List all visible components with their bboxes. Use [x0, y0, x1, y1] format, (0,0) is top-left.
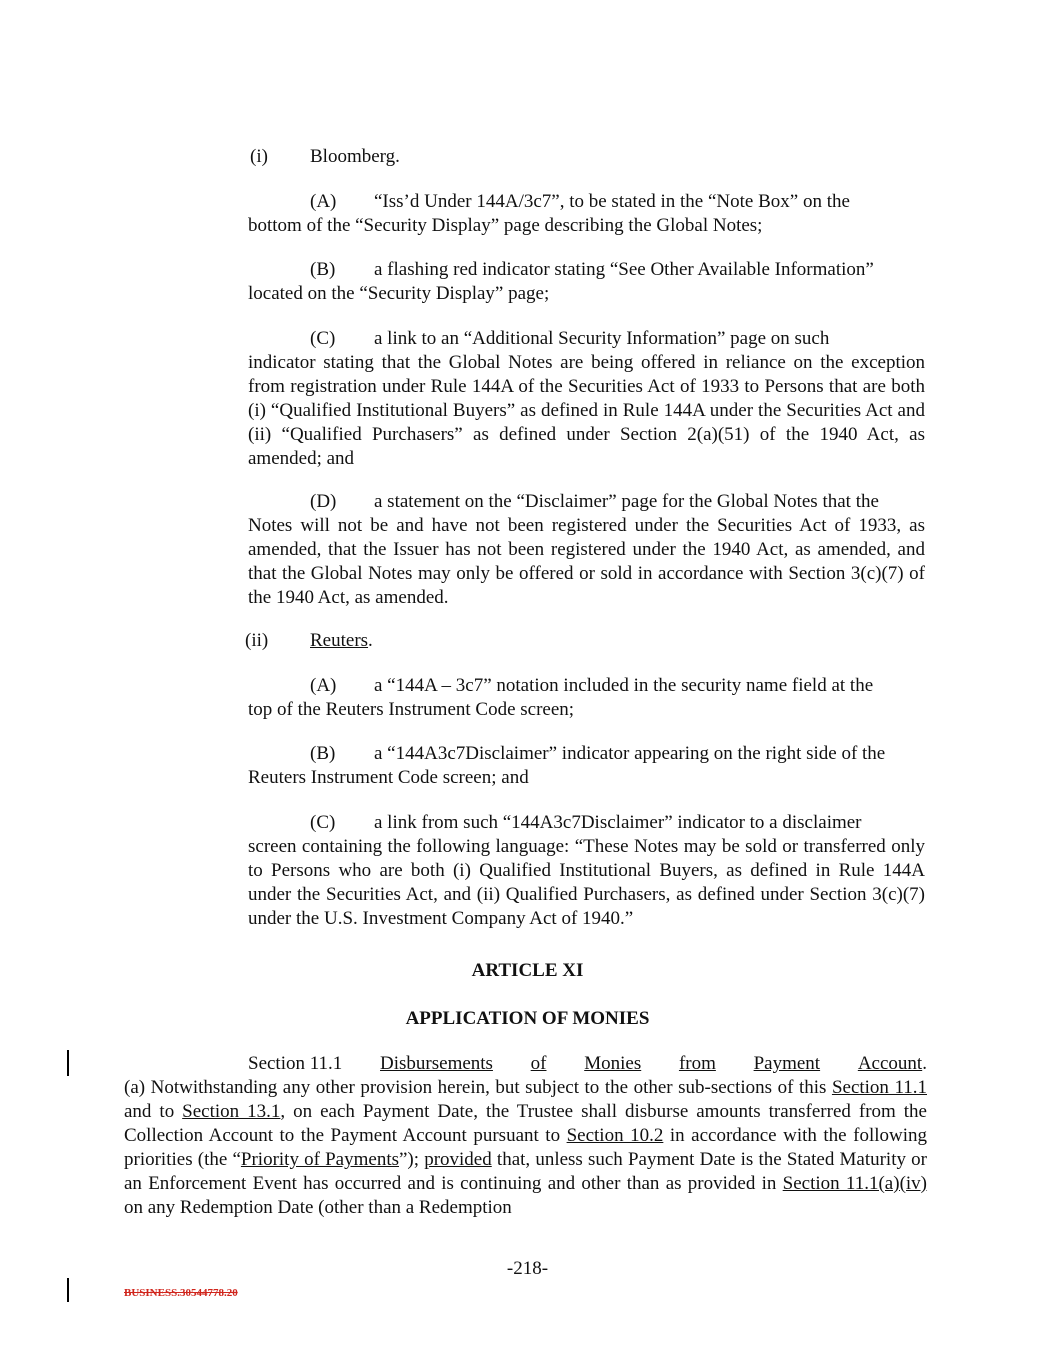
- section-ii-title: Reuters: [310, 630, 369, 651]
- item-text: “Iss’d Under 144A/3c7”, to be stated in the “Note Box” on the: [374, 191, 850, 212]
- item-text-cont: Notes will not be and have not been registered under the Securities Act of 1933, as amended, that the Issuer has not been registered under the 1940 Act, as amended, and that the Global Notes may only be offered or sold in accordance with Section 3(c)(7) of the 1940 Act, as amended.: [248, 515, 925, 608]
- section-ii-item-a: [248, 674, 925, 722]
- heading-period: .: [922, 1053, 927, 1074]
- heading-word: from: [678, 1053, 716, 1074]
- cross-ref: Section 11.1: [831, 1077, 927, 1098]
- body-text: (a) Notwithstanding any other provision herein, but subject to the other sub-sections of this: [124, 1077, 832, 1098]
- document-id: BUSINESS.30544778.20: [124, 1287, 238, 1299]
- body-text: ”);: [399, 1149, 425, 1170]
- section-i-item-d: [248, 490, 925, 610]
- section-i-item-a: [248, 190, 925, 238]
- body-text: in accordance with the following priorities (the “: [124, 1125, 928, 1170]
- item-text: a statement on the “Disclaimer” page for the Global Notes that the: [374, 491, 879, 512]
- section-body: [124, 1076, 927, 1220]
- item-label: (D): [310, 491, 337, 512]
- section-ii-title-period: .: [368, 630, 373, 651]
- item-text-cont: top of the Reuters Instrument Code screen;: [248, 699, 575, 720]
- body-text: , on each Payment Date, the Trustee shall disburse amounts transferred from the Collection Account to the Payment Account pursuant to: [124, 1101, 927, 1146]
- body-text: that, unless such Payment Date is the Stated Maturity or an Enforcement Event has occurred and is continuing and other than as provided in: [124, 1149, 927, 1194]
- section-heading-line: [124, 1052, 927, 1076]
- item-label: (A): [310, 191, 337, 212]
- body-text: and to: [124, 1101, 183, 1122]
- revision-bar: [67, 1050, 69, 1076]
- section-11-1: [124, 1052, 927, 1220]
- item-text-cont: located on the “Security Display” page;: [248, 283, 550, 304]
- item-label: (A): [310, 675, 337, 696]
- proviso-term: provided: [424, 1149, 492, 1170]
- body-text: on any Redemption Date (other than a Redemption: [124, 1197, 512, 1218]
- item-label: (C): [310, 812, 336, 833]
- section-ii-item-c: [248, 811, 925, 931]
- cross-ref: Section 11.1(a)(iv): [782, 1173, 928, 1194]
- heading-word: Account: [857, 1053, 923, 1074]
- item-text: a “144A3c7Disclaimer” indicator appearing on the right side of the: [374, 743, 886, 764]
- section-ii-title-wrap: [310, 630, 373, 652]
- heading-word: of: [530, 1053, 547, 1074]
- item-label: (B): [310, 743, 336, 764]
- section-ii-label: (ii): [245, 630, 269, 651]
- section-i-item-c: [248, 327, 925, 471]
- cross-ref: Section 13.1: [182, 1101, 281, 1122]
- item-text-cont: Reuters Instrument Code screen; and: [248, 767, 529, 788]
- item-text: a “144A – 3c7” notation included in the security name field at the: [374, 675, 874, 696]
- item-text: a link from such “144A3c7Disclaimer” indicator to a disclaimer: [374, 812, 862, 833]
- item-label: (B): [310, 259, 336, 280]
- item-text-cont: screen containing the following language: “These Notes may be sold or transferred only to Persons who are both (i) Qualified Institutional Buyers, as defined in Rule 144A under the Securities Act, and (ii) Qualified Purchasers, as defined under Section 3(c)(7) under the U.S. Investment Company Act of 1940.”: [248, 836, 925, 929]
- heading-word: Payment: [753, 1053, 821, 1074]
- section-number: Section 11.1: [248, 1053, 343, 1074]
- section-i-label: (i): [250, 146, 268, 167]
- cross-ref: Section 10.2: [566, 1125, 664, 1146]
- heading-word: Disbursements: [380, 1053, 493, 1074]
- item-text-cont: indicator stating that the Global Notes are being offered in reliance on the exception from registration under Rule 144A of the Securities Act of 1933 to Persons that are both (i) “Qualified Institutional Buyers” as defined in Rule 144A under the Securities Act and (ii) “Qualified Purchasers” as defined under Section 2(a)(51) of the 1940 Act, as amended; and: [248, 352, 925, 469]
- heading-word: Monies: [584, 1053, 642, 1074]
- section-i-title: Bloomberg.: [310, 146, 400, 167]
- item-text: a flashing red indicator stating “See Other Available Information”: [374, 259, 874, 280]
- item-text-cont: bottom of the “Security Display” page describing the Global Notes;: [248, 215, 763, 236]
- item-label: (C): [310, 328, 336, 349]
- item-text: a link to an “Additional Security Information” page on such: [374, 328, 830, 349]
- page-number: -218-: [506, 1258, 549, 1279]
- article-title: APPLICATION OF MONIES: [405, 1008, 650, 1029]
- revision-bar: [67, 1278, 69, 1302]
- section-ii-item-b: [248, 742, 925, 790]
- section-i-item-b: [248, 258, 925, 306]
- article-number: ARTICLE XI: [471, 960, 584, 981]
- defined-term: Priority of Payments: [240, 1149, 399, 1170]
